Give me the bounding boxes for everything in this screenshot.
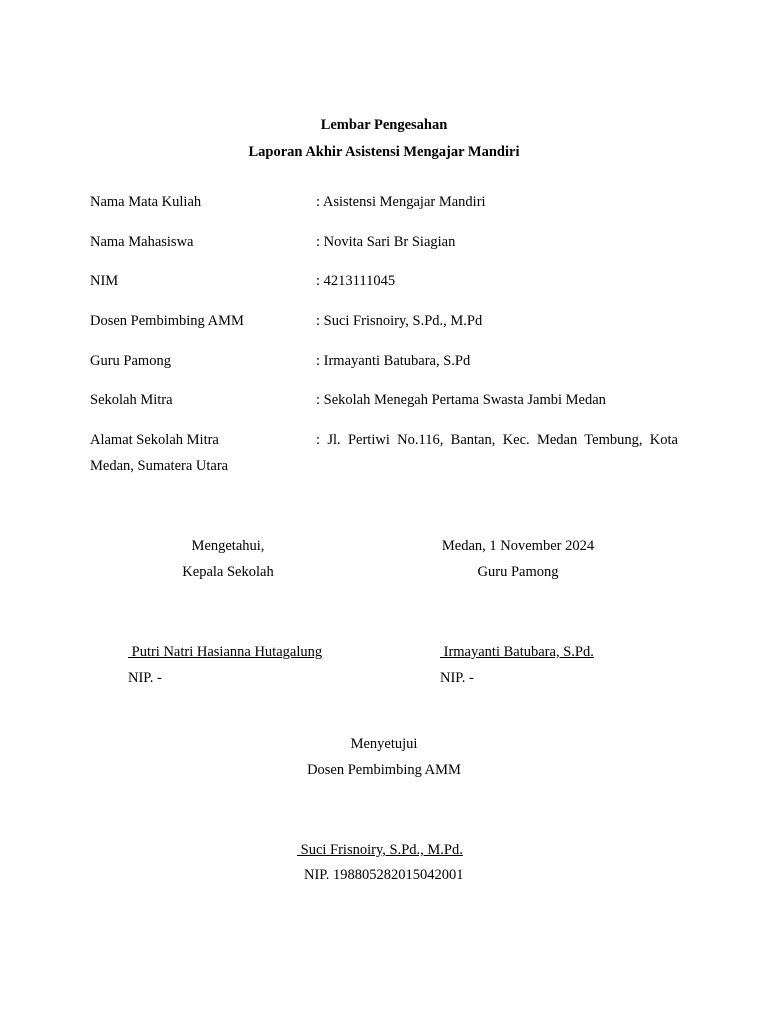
field-value: : Suci Frisnoiry, S.Pd., M.Pd bbox=[316, 313, 483, 329]
field-label: Dosen Pembimbing AMM bbox=[90, 313, 244, 329]
center-sig-line2: Dosen Pembimbing AMM bbox=[307, 762, 461, 778]
field-label: Nama Mata Kuliah bbox=[90, 194, 202, 210]
right-sig-line1: Medan, 1 November 2024 bbox=[441, 538, 595, 554]
left-sig-line1: Mengetahui, bbox=[191, 538, 265, 554]
document-title: Lembar Pengesahan bbox=[320, 117, 448, 133]
center-signatory-nip: NIP. 198805282015042001 bbox=[304, 867, 464, 883]
center-sig-line1: Menyetujui bbox=[350, 736, 418, 752]
field-value: : Irmayanti Batubara, S.Pd bbox=[316, 353, 471, 369]
field-label: Nama Mahasiswa bbox=[90, 234, 194, 250]
center-signatory-name: Suci Frisnoiry, S.Pd., M.Pd. bbox=[297, 842, 463, 858]
field-value: : 4213111045 bbox=[316, 273, 396, 289]
field-label: Alamat Sekolah Mitra bbox=[90, 432, 219, 448]
field-value: : Jl. Pertiwi No.116, Bantan, Kec. Medan Tembung, Kota bbox=[316, 432, 678, 448]
left-sig-line2: Kepala Sekolah bbox=[182, 564, 274, 580]
field-label: NIM bbox=[90, 273, 119, 289]
right-sig-line2: Guru Pamong bbox=[477, 564, 559, 580]
field-label: Sekolah Mitra bbox=[90, 392, 173, 408]
field-label: Guru Pamong bbox=[90, 353, 171, 369]
right-signatory-nip: NIP. - bbox=[440, 670, 474, 686]
right-signatory-name: Irmayanti Batubara, S.Pd. bbox=[440, 644, 594, 660]
field-value: : Sekolah Menegah Pertama Swasta Jambi Medan bbox=[316, 392, 606, 408]
left-signatory-nip: NIP. - bbox=[128, 670, 162, 686]
field-alamat-continuation: Medan, Sumatera Utara bbox=[90, 458, 229, 474]
document-subtitle: Laporan Akhir Asistensi Mengajar Mandiri bbox=[248, 144, 520, 160]
field-value: : Asistensi Mengajar Mandiri bbox=[316, 194, 486, 210]
left-signatory-name: Putri Natri Hasianna Hutagalung bbox=[128, 644, 323, 660]
field-value: : Novita Sari Br Siagian bbox=[316, 234, 456, 250]
